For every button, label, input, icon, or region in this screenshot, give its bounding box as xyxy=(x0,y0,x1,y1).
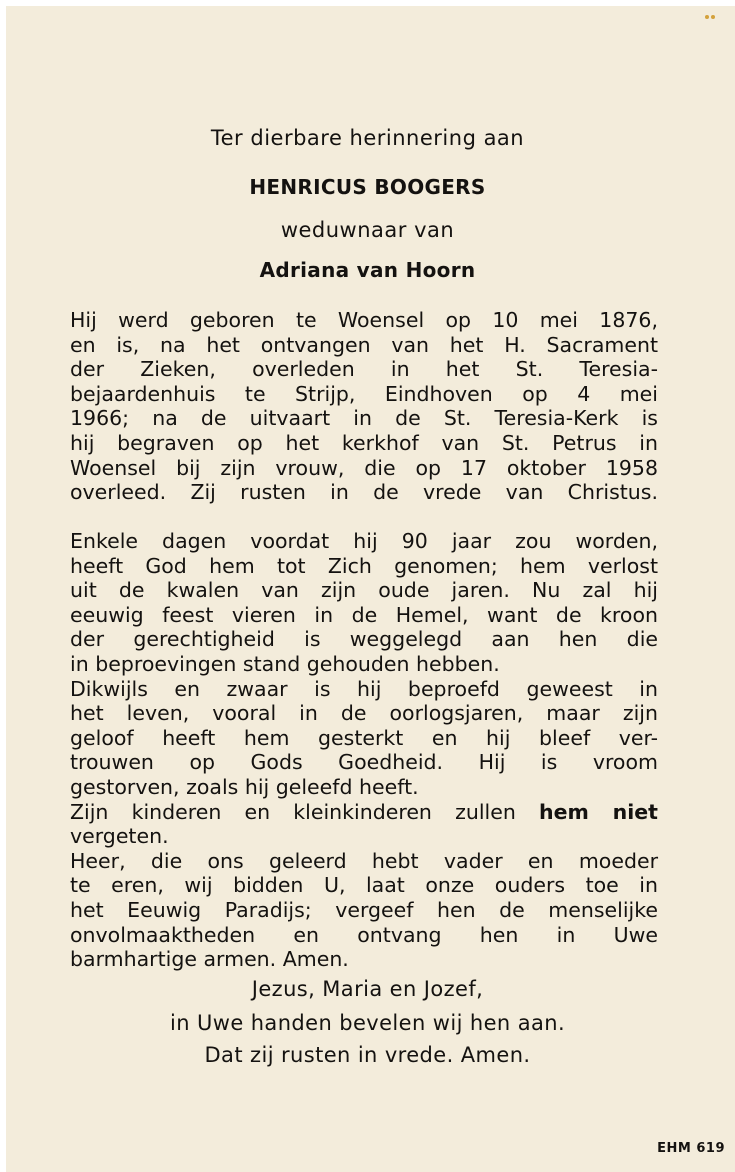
paragraph-line: bejaardenhuis te Strijp, Eindhoven op 4 mei xyxy=(70,381,658,406)
paragraph-line: Hij werd geboren te Woensel op 10 mei 1876, xyxy=(70,308,658,332)
emphasis-text: hem niet xyxy=(539,799,658,824)
paragraph-line: Woensel bij zijn vrouw, die op 17 oktober 1958 xyxy=(70,455,658,480)
paragraph-line: geloof heeft hem gesterkt en hij bleef ver- xyxy=(70,725,658,750)
prayer-line-1: Jezus, Maria en Jozef, xyxy=(251,977,484,1001)
paragraph-line: der Zieken, overleden in het St. Teresia- xyxy=(70,357,658,382)
paragraph-line: het Eeuwig Paradijs; vergeef hen de menselijke xyxy=(70,897,658,922)
paragraph-line: Zijn kinderen en kleinkinderen zullen xyxy=(70,799,516,824)
paragraph-line: trouwen op Gods Goedheid. Hij is vroom xyxy=(70,750,658,775)
printer-code: EHM 619 xyxy=(657,1141,725,1156)
paragraph-line: en is, na het ontvangen van het H. Sacrament xyxy=(70,332,658,357)
ink-mark xyxy=(705,4,719,10)
paragraph-line: in beproevingen stand gehouden hebben. xyxy=(70,651,500,676)
scan-edge-top xyxy=(0,0,735,6)
widower-line: weduwnaar van xyxy=(280,218,455,242)
paragraph-line: eeuwig feest vieren in de Hemel, want de kroon xyxy=(70,602,658,627)
paragraph-line: hij begraven op het kerkhof van St. Petrus in xyxy=(70,430,658,455)
paragraph-line: te eren, wij bidden U, laat onze ouders toe in xyxy=(70,873,658,898)
paragraph-line: uit de kwalen van zijn oude jaren. Nu zal hij xyxy=(70,578,658,603)
paragraph-line: barmhartige armen. Amen. xyxy=(70,947,349,972)
intro-line: Ter dierbare herinnering aan xyxy=(210,126,525,150)
paragraph-line: onvolmaaktheden en ontvang hen in Uwe xyxy=(70,922,658,947)
spouse-name: Adriana van Hoorn xyxy=(259,258,476,282)
paragraph-line: vergeten. xyxy=(70,824,169,849)
paragraph-line-with-emphasis xyxy=(70,800,658,825)
prayer-line-2: in Uwe handen bevelen wij hen aan. xyxy=(169,1011,566,1035)
reflection-paragraph xyxy=(70,529,658,972)
paragraph-line: Heer, die ons geleerd hebt vader en moeder xyxy=(70,848,658,873)
paragraph-line: gestorven, zoals hij geleefd heeft. xyxy=(70,774,419,799)
paragraph-line: Dikwijls en zwaar is hij beproefd geweest in xyxy=(70,676,658,701)
biography-paragraph xyxy=(70,308,658,505)
paragraph-line: overleed. Zij rusten in de vrede van Christus. xyxy=(70,480,658,505)
prayer-line-3: Dat zij rusten in vrede. Amen. xyxy=(204,1043,531,1067)
paragraph-line: het leven, vooral in de oorlogsjaren, maar zijn xyxy=(70,701,658,726)
paragraph-line: der gerechtigheid is weggelegd aan hen die xyxy=(70,627,658,652)
paragraph-line: 1966; na de uitvaart in de St. Teresia-Kerk is xyxy=(70,406,658,431)
paragraph-line: heeft God hem tot Zich genomen; hem verlost xyxy=(70,553,658,578)
deceased-name: HENRICUS BOOGERS xyxy=(249,175,486,199)
paragraph-line: Enkele dagen voordat hij 90 jaar zou worden, xyxy=(70,529,658,553)
